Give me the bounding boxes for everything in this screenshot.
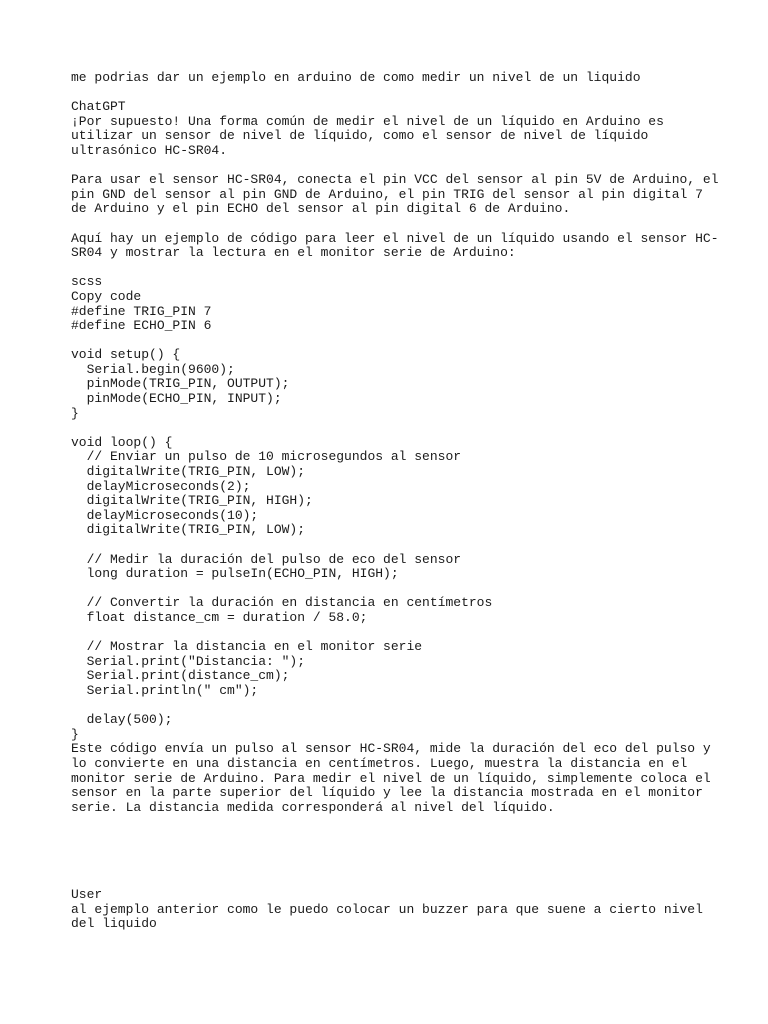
text-line: long duration = pulseIn(ECHO_PIN, HIGH); <box>71 566 399 582</box>
text-line: // Medir la duración del pulso de eco del sensor <box>71 551 462 567</box>
text-line: float distance_cm = duration / 58.0; <box>71 609 368 625</box>
blank-line <box>71 844 711 859</box>
text-line: } <box>71 405 79 421</box>
blank-line <box>71 334 711 349</box>
blank-line <box>71 874 711 889</box>
text-line: Este código envía un pulso al sensor HC-SR04, mide la duración del eco del pulso y <box>71 741 711 757</box>
blank-line <box>71 159 711 174</box>
text-line: delayMicroseconds(10); <box>71 507 259 523</box>
text-line: del liquido <box>71 916 157 932</box>
blank-line <box>71 86 711 101</box>
text-line: al ejemplo anterior como le puedo colocar un buzzer para que suene a cierto nivel <box>71 901 703 917</box>
text-line: ¡Por supuesto! Una forma común de medir el nivel de un líquido en Arduino es <box>71 113 664 129</box>
text-line: de Arduino y el pin ECHO del sensor al pin digital 6 de Arduino. <box>71 201 571 217</box>
text-line: serie. La distancia medida corresponderá al nivel del líquido. <box>71 799 555 815</box>
text-line: // Mostrar la distancia en el monitor serie <box>71 639 423 655</box>
text-line: pinMode(ECHO_PIN, INPUT); <box>71 391 282 407</box>
text-line: digitalWrite(TRIG_PIN, LOW); <box>71 522 306 538</box>
blank-line <box>71 421 711 436</box>
text-line: #define ECHO_PIN 6 <box>71 318 212 334</box>
text-line: sensor en la parte superior del líquido y lee la distancia mostrada en el monitor <box>71 785 703 801</box>
text-line: void loop() { <box>71 434 173 450</box>
text-line: // Convertir la duración en distancia en centímetros <box>71 595 493 611</box>
text-line: ChatGPT <box>71 99 126 115</box>
blank-line <box>71 538 711 553</box>
text-line: SR04 y mostrar la lectura en el monitor serie de Arduino: <box>71 245 516 261</box>
text-line: delay(500); <box>71 712 173 728</box>
text-line: Serial.begin(9600); <box>71 361 235 377</box>
text-line: delayMicroseconds(2); <box>71 478 251 494</box>
text-line: me podrias dar un ejemplo en arduino de como medir un nivel de un liquido <box>71 70 641 85</box>
blank-line <box>71 217 711 232</box>
text-line: monitor serie de Arduino. Para medir el nivel de un líquido, simplemente coloca el <box>71 770 711 786</box>
text-line: utilizar un sensor de nivel de líquido, como el sensor de nivel de líquido <box>71 128 649 144</box>
text-line: Copy code <box>71 288 142 304</box>
text-line: Para usar el sensor HC-SR04, conecta el pin VCC del sensor al pin 5V de Arduino, el <box>71 172 719 188</box>
text-line: #define TRIG_PIN 7 <box>71 303 212 319</box>
blank-line <box>71 261 711 276</box>
text-line: lo convierte en una distancia en centímetros. Luego, muestra la distancia en el <box>71 755 688 771</box>
text-line: void setup() { <box>71 347 181 363</box>
text-line: User <box>71 887 103 903</box>
text-line: Serial.print("Distancia: "); <box>71 653 306 669</box>
text-line: scss <box>71 274 103 290</box>
text-line: pinMode(TRIG_PIN, OUTPUT); <box>71 376 290 392</box>
blank-line <box>71 582 711 597</box>
text-line: ultrasónico HC-SR04. <box>71 142 228 158</box>
text-line: // Enviar un pulso de 10 microsegundos al sensor <box>71 449 462 465</box>
blank-line <box>71 626 711 641</box>
text-line: Aquí hay un ejemplo de código para leer el nivel de un líquido usando el sensor HC- <box>71 230 719 246</box>
text-line: Serial.println(" cm"); <box>71 682 259 698</box>
document-page <box>71 70 719 932</box>
text-line: } <box>71 726 79 742</box>
text-line: pin GND del sensor al pin GND de Arduino, el pin TRIG del sensor al pin digital 7 <box>71 186 703 202</box>
text-line: digitalWrite(TRIG_PIN, HIGH); <box>71 493 313 509</box>
blank-line <box>71 859 711 874</box>
text-line: digitalWrite(TRIG_PIN, LOW); <box>71 464 306 480</box>
blank-line <box>71 830 711 845</box>
blank-line <box>71 815 711 830</box>
blank-line <box>71 699 711 714</box>
text-line: Serial.print(distance_cm); <box>71 668 290 684</box>
